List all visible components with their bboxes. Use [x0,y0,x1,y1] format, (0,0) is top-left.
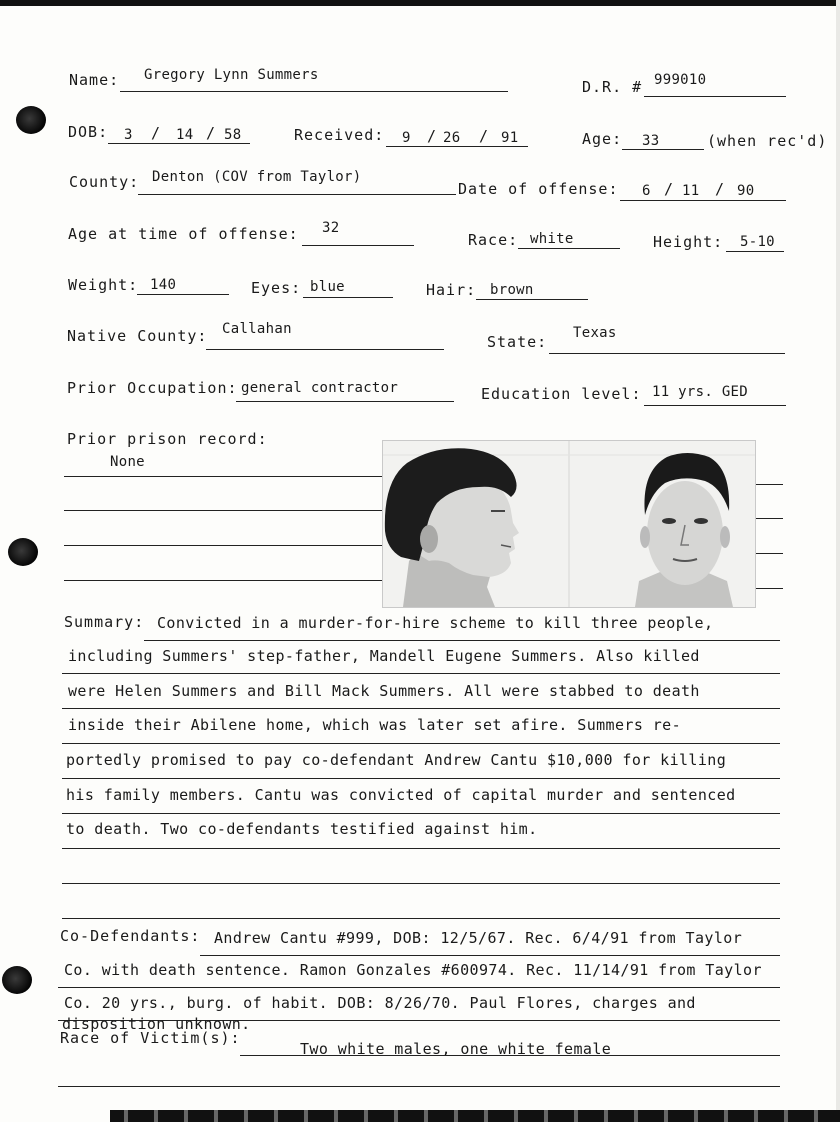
received-slash-1: / [427,127,438,145]
codefendants-line-3: Co. 20 yrs., burg. of habit. DOB: 8/26/70. Paul Flores, charges and [64,994,696,1012]
race-label: Race: [468,231,519,249]
punch-hole-middle [8,538,38,566]
received-line [386,146,528,147]
dob-label: DOB: [68,123,109,141]
education-value: 11 yrs. GED [652,384,749,400]
hair-value: brown [490,282,534,298]
summary-rule-1 [144,640,780,641]
prior-line-right-4 [755,588,783,589]
punch-hole-top [16,106,46,134]
county-label: County: [69,173,140,191]
state-line [549,353,785,354]
offense-year: 90 [737,183,755,199]
received-label: Received: [294,126,385,144]
scan-right-edge [836,0,840,1122]
prior-line-right-2 [755,518,783,519]
dob-slash-2: / [206,124,217,142]
received-day: 26 [443,130,461,146]
age-label: Age: [582,130,623,148]
summary-line-2: including Summers' step-father, Mandell Eugene Summers. Also killed [68,647,700,665]
weight-label: Weight: [68,276,139,294]
dr-number: 999010 [654,72,707,88]
name-line [120,91,508,92]
hair-label: Hair: [426,281,477,299]
race-value: white [530,231,574,247]
summary-rule-2 [62,673,780,674]
victims-rule-2 [58,1086,780,1087]
codefendants-line-1: Andrew Cantu #999, DOB: 12/5/67. Rec. 6/4/91 from Taylor [214,929,743,947]
summary-line-5: portedly promised to pay co-defendant Andrew Cantu $10,000 for killing [66,751,727,769]
mugshot-photo [382,440,756,608]
prior-line-1 [64,476,384,477]
scan-top-edge [0,0,840,6]
summary-rule-5 [62,778,780,779]
county-value: Denton (COV from Taylor) [152,169,362,185]
offense-date-label: Date of offense: [458,180,619,198]
dob-line [108,143,250,144]
age-offense-label: Age at time of offense: [68,225,299,243]
dob-day: 14 [176,127,194,143]
dr-line [644,96,786,97]
summary-rule-9 [62,918,780,919]
county-line [138,194,456,195]
state-label: State: [487,333,548,351]
summary-label: Summary: [64,613,145,631]
summary-rule-6 [62,813,780,814]
native-county-value: Callahan [222,321,292,337]
offense-month: 6 [642,183,651,199]
received-slash-2: / [479,127,490,145]
codefendants-line-4: disposition unknown. [62,1015,251,1033]
native-county-label: Native County: [67,327,208,345]
native-county-line [206,349,444,350]
received-month: 9 [402,130,411,146]
prior-line-2 [64,510,384,511]
codefendants-line-2: Co. with death sentence. Ramon Gonzales #600974. Rec. 11/14/91 from Taylor [64,961,762,979]
offense-day: 11 [682,183,700,199]
hair-line [476,299,588,300]
prior-record-value: None [110,454,145,470]
age-note: (when rec'd) [707,132,828,150]
occupation-label: Prior Occupation: [67,379,238,397]
codefendants-rule-2 [58,987,780,988]
age-offense-value: 32 [322,220,340,236]
mugshot-image [383,441,755,607]
prior-line-3 [64,545,384,546]
offense-slash-1: / [664,180,675,198]
summary-rule-3 [62,708,780,709]
offense-date-line [620,200,786,201]
summary-rule-8 [62,883,780,884]
dob-year: 58 [224,127,242,143]
prior-record-label: Prior prison record: [67,430,268,448]
prior-line-right-3 [755,553,783,554]
weight-line [137,294,229,295]
dob-slash-1: / [151,124,162,142]
dr-label: D.R. # [582,78,643,96]
eyes-value: blue [310,279,345,295]
victims-value: Two white males, one white female [300,1040,612,1058]
summary-rule-4 [62,743,780,744]
race-line [518,248,620,249]
eyes-label: Eyes: [251,279,302,297]
punch-hole-bottom [2,966,32,994]
weight-value: 140 [150,277,177,293]
victims-label: Race of Victim(s): [60,1029,241,1047]
summary-line-4: inside their Abilene home, which was later set afire. Summers re- [68,716,681,734]
height-line [726,251,784,252]
occupation-line [236,401,454,402]
summary-line-7: to death. Two co-defendants testified against him. [66,820,538,838]
height-label: Height: [653,233,724,251]
prior-line-4 [64,580,384,581]
codefendants-rule-1 [200,955,780,956]
education-line [644,405,786,406]
prior-line-right-1 [755,484,783,485]
offense-slash-2: / [715,180,726,198]
age-offense-line [302,245,414,246]
age-line [622,149,704,150]
received-year: 91 [501,130,519,146]
victims-rule [240,1055,780,1056]
name-label: Name: [69,71,120,89]
scan-bottom-edge [110,1110,840,1122]
summary-rule-7 [62,848,780,849]
state-value: Texas [573,325,617,341]
summary-line-6: his family members. Cantu was convicted of capital murder and sentenced [66,786,736,804]
age-value: 33 [642,133,660,149]
education-label: Education level: [481,385,642,403]
summary-line-3: were Helen Summers and Bill Mack Summers. All were stabbed to death [68,682,700,700]
codefendants-label: Co-Defendants: [60,927,201,945]
dob-month: 3 [124,127,133,143]
name-value: Gregory Lynn Summers [144,67,319,83]
summary-line-1: Convicted in a murder-for-hire scheme to kill three people, [157,614,714,632]
height-value: 5-10 [740,234,775,250]
occupation-value: general contractor [241,380,399,396]
eyes-line [303,297,393,298]
